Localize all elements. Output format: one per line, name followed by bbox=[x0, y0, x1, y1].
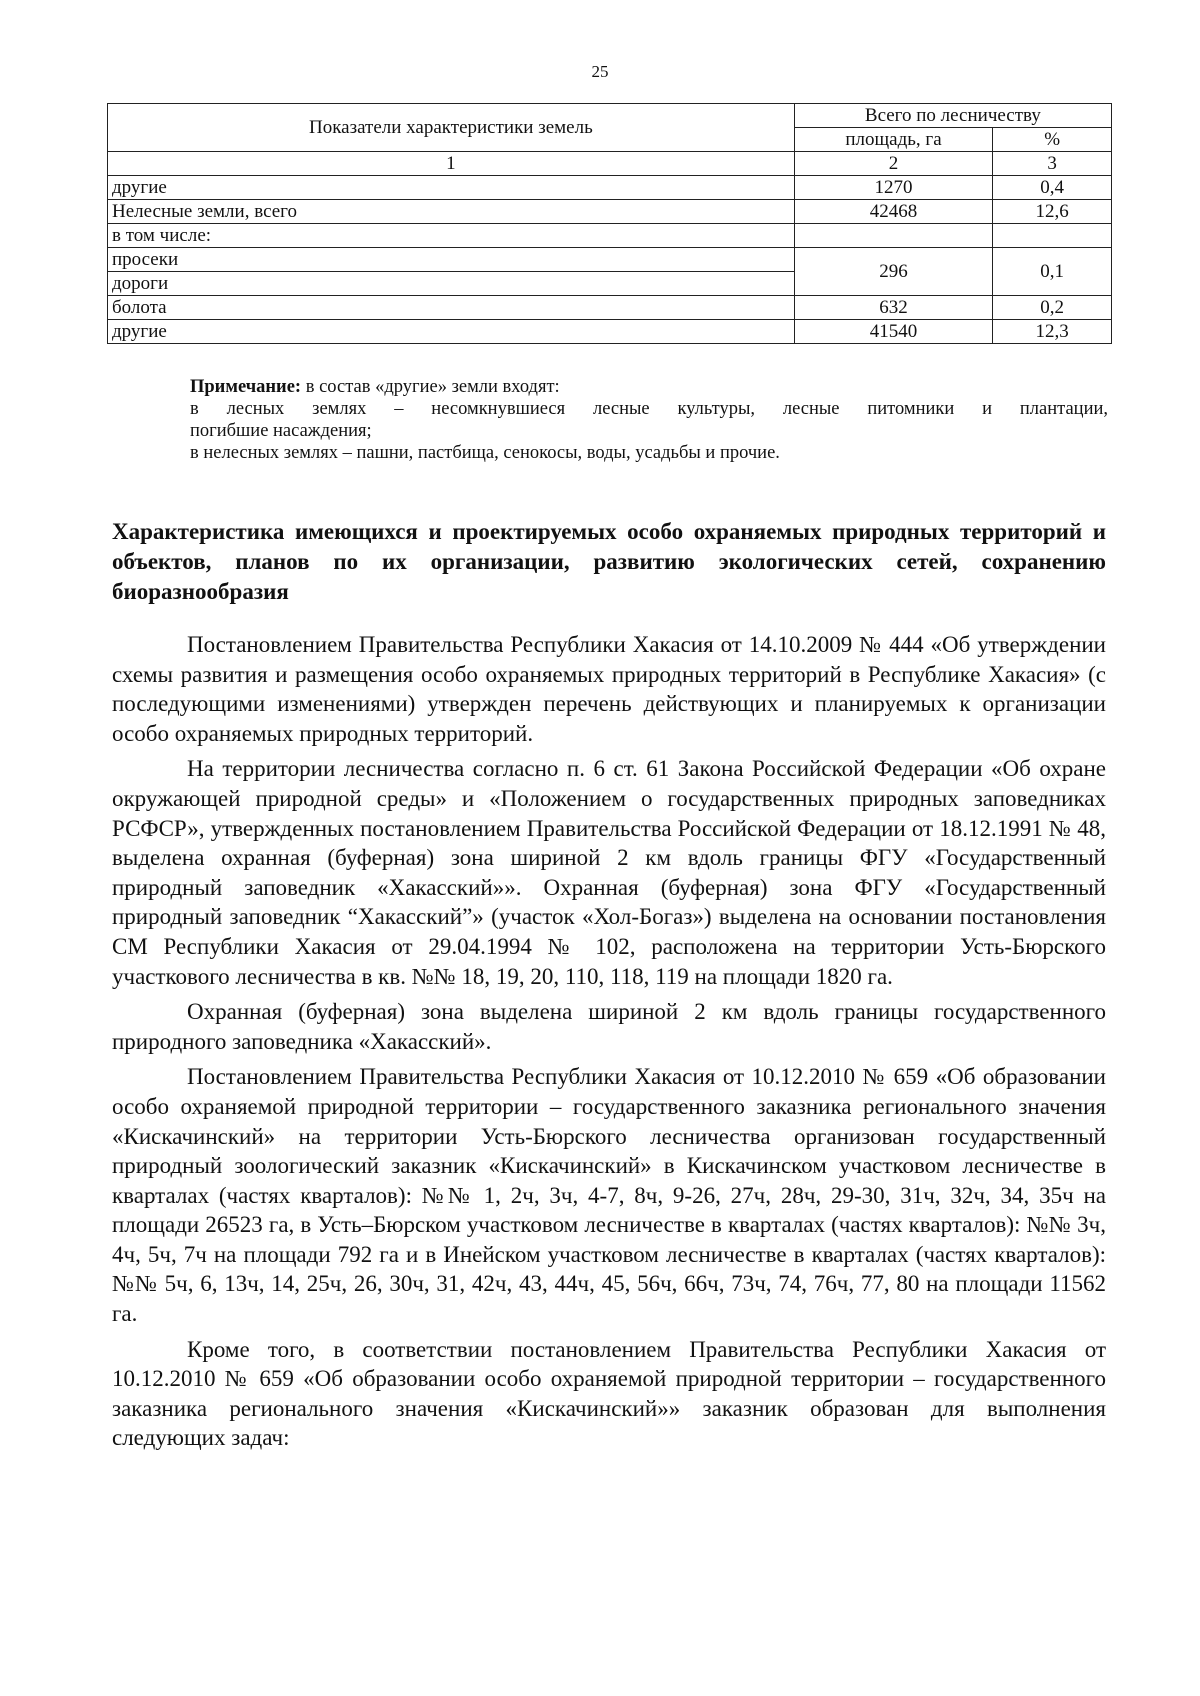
paragraph: Кроме того, в соответствии постановлением Правительства Республики Хакасия от 10.12.2010 № 659 «Об образовании особо охраняемой природной территории – государственного заказника регионального значения «Кискачинский»» заказник образован для выполнения следующих задач: bbox=[112, 1336, 1106, 1451]
row-percent: 0,1 bbox=[993, 248, 1112, 296]
table-row bbox=[108, 296, 1112, 320]
note-title: Примечание: bbox=[190, 377, 302, 397]
row-area: 296 bbox=[794, 248, 993, 296]
col-number-1: 1 bbox=[108, 152, 795, 176]
row-label: просеки bbox=[108, 248, 795, 272]
row-percent: 12,6 bbox=[993, 200, 1112, 224]
row-label: другие bbox=[108, 320, 795, 344]
table-row bbox=[108, 200, 1112, 224]
table-row bbox=[108, 248, 1112, 272]
note-intro-line bbox=[190, 376, 1108, 398]
row-area: 41540 bbox=[794, 320, 993, 344]
row-percent bbox=[993, 224, 1112, 248]
paragraph: На территории лесничества согласно п. 6 ст. 61 Закона Российской Федерации «Об охране окружающей природной среды» и «Положением о государственных природных заповедниках РСФСР», утвержденных постановлением Правительства Российской Федерации от 18.12.1991 № 48, выделена охранная (буферная) зона шириной 2 км вдоль границы ФГУ «Государственный природный заповедник «Хакасский»». Охранная (буферная) зона ФГУ «Государственный природный заповедник “Хакасский”» (участок «Хол-Богаз») выделена на основании постановления СМ Республики Хакасия от 29.04.1994 № 102, расположена на территории Усть-Бюрского участкового лесничества в кв. №№ 18, 19, 20, 110, 118, 119 на площади 1820 га. bbox=[112, 756, 1106, 989]
note-line-2: в нелесных землях – пашни, пастбища, сенокосы, воды, усадьбы и прочие. bbox=[190, 443, 780, 463]
col-number-2: 2 bbox=[794, 152, 993, 176]
row-area: 42468 bbox=[794, 200, 993, 224]
row-label: болота bbox=[108, 296, 795, 320]
row-percent: 0,4 bbox=[993, 176, 1112, 200]
header-indicator: Показатели характеристики земель bbox=[108, 104, 795, 152]
table-row bbox=[108, 224, 1112, 248]
header-area: площадь, га bbox=[794, 128, 993, 152]
table-row bbox=[108, 320, 1112, 344]
note-line-1b: погибшие насаждения; bbox=[190, 421, 372, 441]
table-note bbox=[190, 376, 1108, 464]
row-area: 632 bbox=[794, 296, 993, 320]
row-label: в том числе: bbox=[108, 224, 795, 248]
land-characteristics-table bbox=[107, 103, 1112, 344]
row-area bbox=[794, 224, 993, 248]
page-number: 25 bbox=[591, 62, 609, 81]
col-number-3: 3 bbox=[993, 152, 1112, 176]
paragraph: Постановлением Правительства Республики Хакасия от 14.10.2009 № 444 «Об утверждении схемы развития и размещения особо охраняемых природных территорий в Республике Хакасия» (с последующими изменениями) утвержден перечень действующих и планируемых к организации особо охраняемых природных территорий. bbox=[112, 632, 1106, 746]
header-total: Всего по лесничеству bbox=[794, 104, 1111, 128]
note-line-1: в лесных землях – несомкнувшиеся лесные культуры, лесные питомники и плантации, bbox=[190, 399, 1108, 419]
paragraph: Охранная (буферная) зона выделена шириной 2 км вдоль границы государственного природного заповедника «Хакасский». bbox=[112, 999, 1106, 1054]
row-percent: 0,2 bbox=[993, 296, 1112, 320]
body-text bbox=[112, 630, 1106, 1459]
row-percent: 12,3 bbox=[993, 320, 1112, 344]
section-title: Характеристика имеющихся и проектируемых особо охраняемых природных территорий и объектов, планов по их организации, развитию экологических сетей, сохранению биоразнообразия bbox=[112, 519, 1106, 604]
row-area: 1270 bbox=[794, 176, 993, 200]
header-percent: % bbox=[993, 128, 1112, 152]
paragraph: Постановлением Правительства Республики Хакасия от 10.12.2010 № 659 «Об образовании особо охраняемой природной территории – государственного заказника регионального значения «Кискачинский» на территории Усть-Бюрского лесничества организован государственный природный зоологический заказник «Кискачинский» в Кискачинском участковом лесничестве в кварталах (частях кварталов): №№ 1, 2ч, 3ч, 4-7, 8ч, 9-26, 27ч, 28ч, 29-30, 31ч, 32ч, 34, 35ч на площади 26523 га, в Усть–Бюрском участковом лесничестве в кварталах (частях кварталов): №№ 3ч, 4ч, 5ч, 7ч на площади 792 га и в Инейском участковом лесничестве в кварталах (частях кварталов): №№ 5ч, 6, 13ч, 14, 25ч, 26, 30ч, 31, 42ч, 43, 44ч, 45, 56ч, 66ч, 73ч, 74, 76ч, 77, 80 на площади 11562 га. bbox=[112, 1064, 1106, 1327]
row-label: другие bbox=[108, 176, 795, 200]
note-intro: в состав «другие» земли входят: bbox=[301, 377, 560, 397]
table-row bbox=[108, 176, 1112, 200]
row-label: Нелесные земли, всего bbox=[108, 200, 795, 224]
row-label: дороги bbox=[108, 272, 795, 296]
